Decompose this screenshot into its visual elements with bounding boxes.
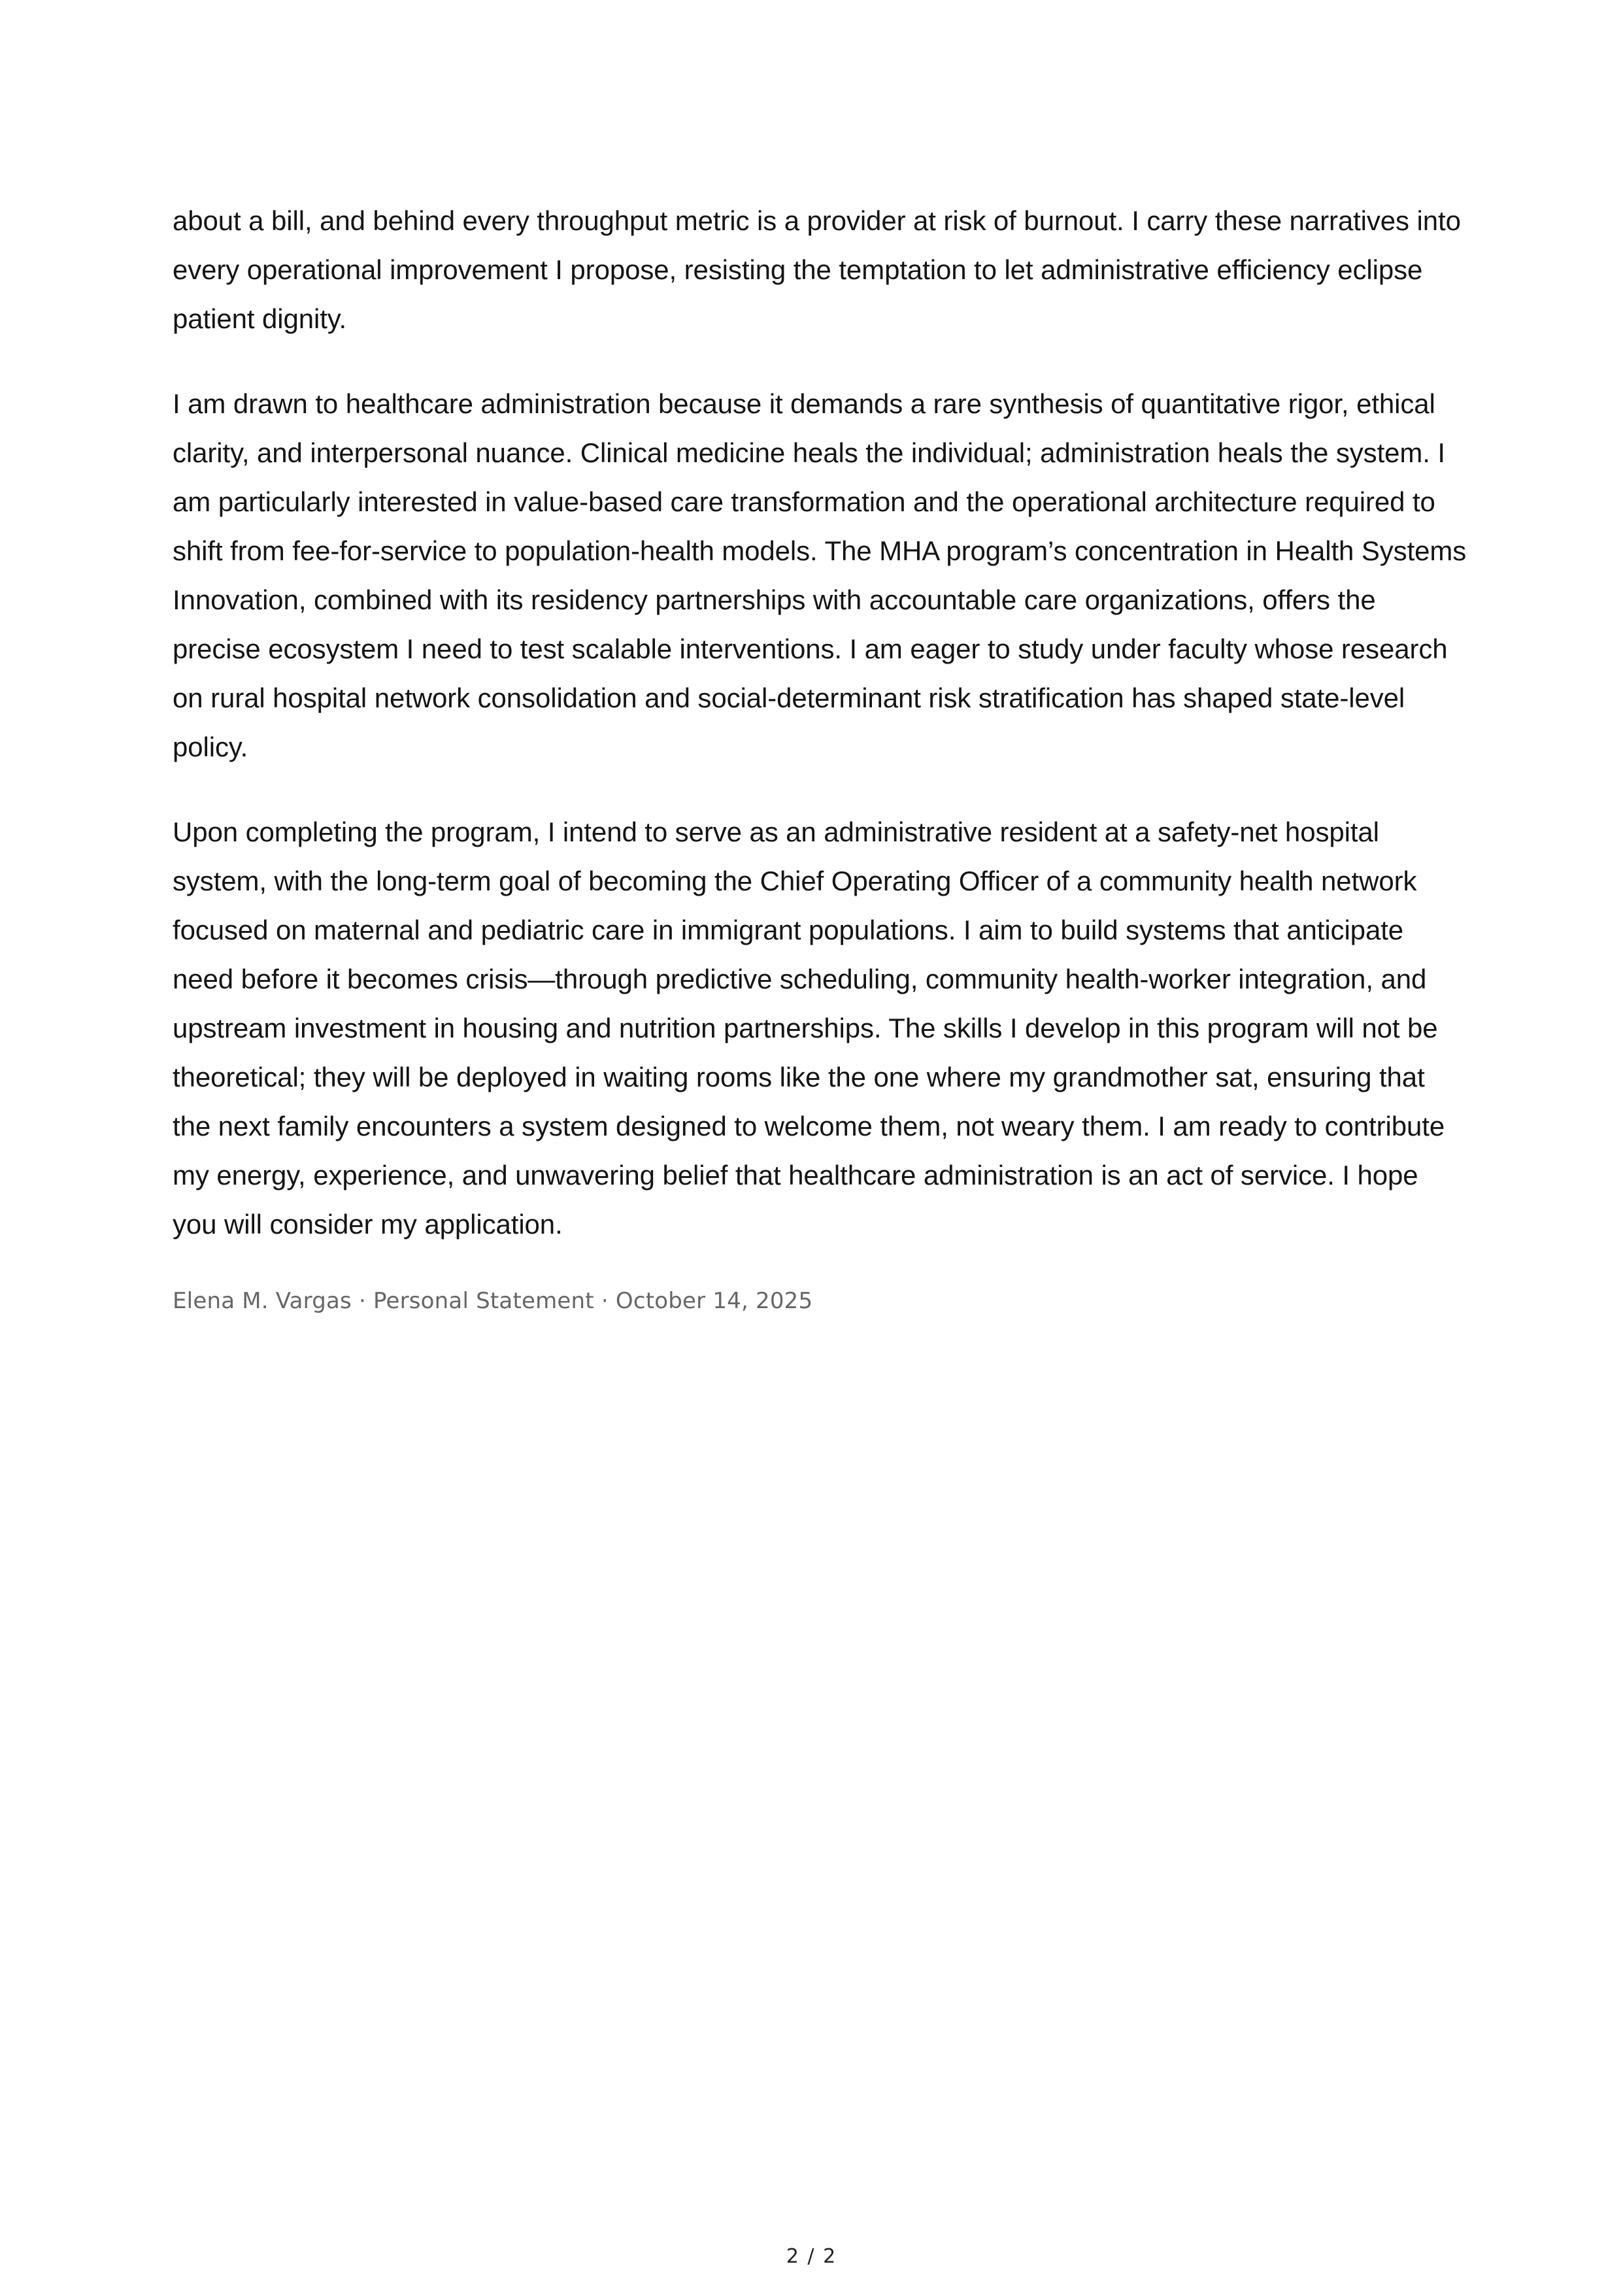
paragraph-goals: Upon completing the program, I intend to serve as an administrative resident at a safety-net hospital system, with the long-term goal of becoming the Chief Operating Officer of a community health network focused on maternal and pediatric care in immigrant populations. I aim to build systems that anticipate need before it becomes crisis—through predictive scheduling, community health-worker integration, and upstream investment in housing and nutrition partnerships. The skills I develop in this program will not be theoretical; they will be deployed in waiting rooms like the one where my grandmother sat, ensuring that the next family encounters a system designed to welcome them, not weary them. I am ready to contribute my energy, experience, and unwavering belief that healthcare administration is an act of service. I hope you will consider my application. <box>173 817 1445 1240</box>
paragraph-motivation: I am drawn to healthcare administration because it demands a rare synthesis of quantitative rigor, ethical clarity, and interpersonal nuance. Clinical medicine heals the individual; administration heals the system. I am particularly interested in value-based care transformation and the operational architecture required to shift from fee-for-service to population-health models. The MHA program’s concentration in Health Systems Innovation, combined with its residency partnerships with accountable care organizations, offers the precise ecosystem I need to test scalable interventions. I am eager to study under faculty whose research on rural hospital network consolidation and social-determinant risk stratification has shaped state-level policy. <box>173 388 1467 762</box>
document-body <box>173 196 1467 1317</box>
signature-line: Elena M. Vargas · Personal Statement · October 14, 2025 <box>173 1288 813 1314</box>
paragraph-continuation: about a bill, and behind every throughput metric is a provider at risk of burnout. I carry these narratives into every operational improvement I propose, resisting the temptation to let administrative efficiency eclipse patient dignity. <box>173 205 1461 334</box>
page-number: 2 / 2 <box>786 2245 837 2268</box>
